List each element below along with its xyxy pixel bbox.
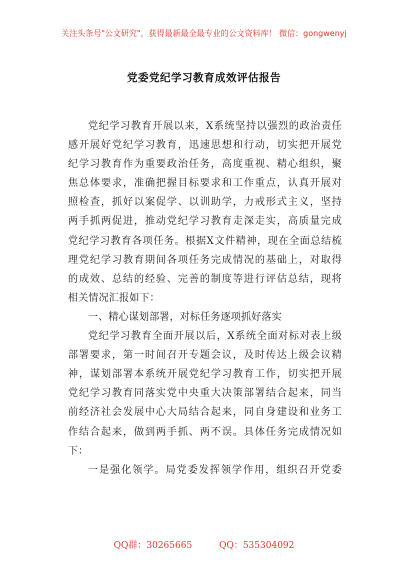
paragraph-line: 的成效、总结的经验、完善的制度等进行评估总结，现将: [68, 273, 342, 285]
paragraph-line: 神，谋划部署本系统开展党纪学习教育工作，切实把开展: [68, 369, 342, 381]
document-title: 党委党纪学习教育成效评估报告: [127, 72, 281, 84]
paragraph-line: 党纪学习教育全面开展以后，X系统全面对标对表上级: [88, 331, 342, 343]
qq-group-number: QQ群：30265665: [113, 541, 193, 551]
paragraph-line: 下：: [68, 445, 89, 457]
paragraph-line: 一是强化领学。局党委发挥领学作用，组织召开党委: [88, 464, 342, 476]
paragraph-line: 党纪学习教育开展以来，X系统坚持以强烈的政治责任: [88, 121, 342, 132]
paragraph-line: 相关情况汇报如下：: [68, 292, 160, 304]
paragraph-line: 理党纪学习教育期间各项任务完成情况的基础上，对取得: [68, 254, 342, 266]
paragraph-line: 党纪学习教育各项任务。根据X文件精神，现在全面总结梳: [68, 235, 342, 247]
paragraph-line: 部署要求，第一时间召开专题会议，及时传达上级会议精: [68, 350, 342, 362]
footer-contact: [0, 538, 408, 551]
qq-number: QQ：535304092: [219, 541, 295, 551]
header-banner: 关注头条号"公文研究"，获得最新最全最专业的公文资料库！ 微信：gongwenyj: [61, 29, 347, 38]
paragraph-line: 照检查，抓好以案促学、以训助学，力戒形式主义，坚持: [68, 197, 342, 209]
paragraph-line: 党纪学习教育同落实党中央重大决策部署结合起来，同当: [68, 388, 342, 400]
paragraph-line: 焦总体要求，准确把握目标要求和工作重点，认真开展对: [68, 178, 342, 190]
paragraph-line: 作结合起来，做到两手抓、两不误。具体任务完成情况如: [68, 426, 342, 438]
document-body: [68, 117, 342, 480]
section-heading: 一、精心谋划部署，对标任务逐项抓好落实: [88, 311, 282, 323]
paragraph-line: 两手抓两促进，推动党纪学习教育走深走实，高质量完成: [68, 216, 342, 228]
paragraph-line: 感开展好党纪学习教育，迅速思想和行动，切实把开展党: [68, 140, 342, 152]
paragraph-line: 纪学习教育作为重要政治任务，高度重视、精心组织，聚: [68, 159, 342, 171]
paragraph-line: 前经济社会发展中心大局结合起来，同自身建设和业务工: [68, 407, 342, 419]
